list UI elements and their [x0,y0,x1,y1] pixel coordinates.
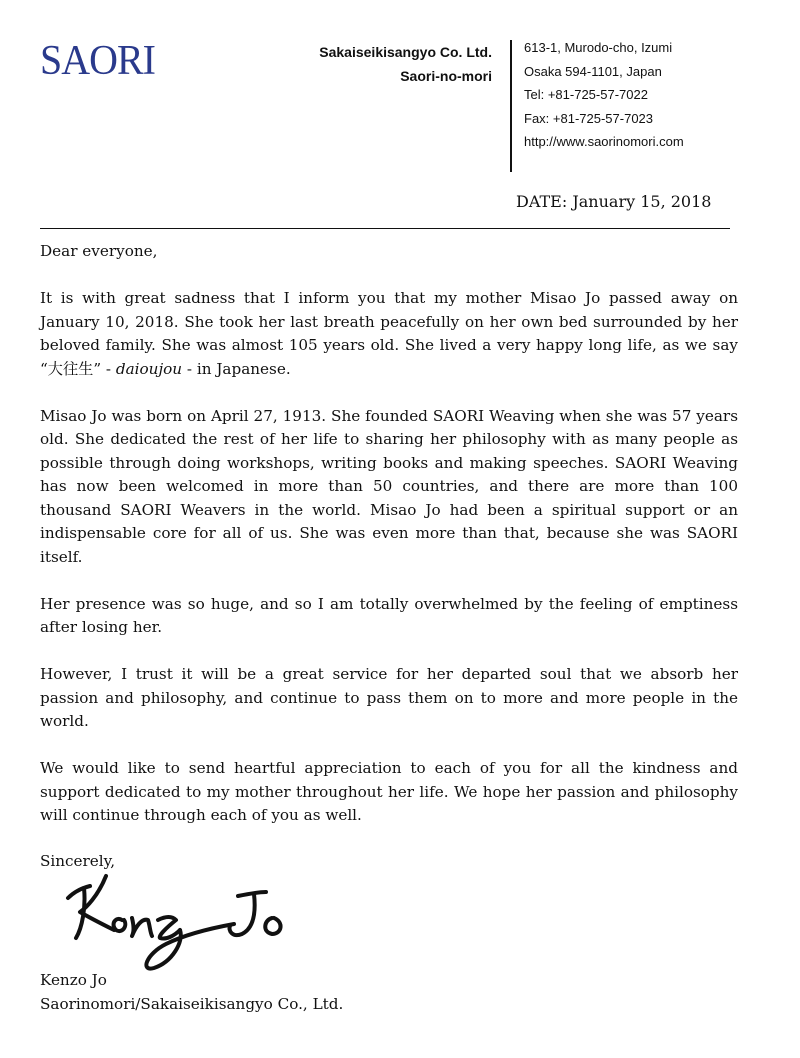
company-name: Sakaiseikisangyo Co. Ltd. [319,44,492,60]
paragraph-1 [40,287,738,381]
signer-organization: Saorinomori/Sakaiseikisangyo Co., Ltd. [40,995,344,1013]
letter-body [40,240,738,851]
paragraph-1-end: - in Japanese. [182,359,291,378]
closing: Sincerely, [40,852,116,870]
address-line: Osaka 594-1101, Japan [524,63,662,79]
signature-icon [62,868,302,978]
header-rule [40,228,730,229]
paragraph-1-text: It is with great sadness that I inform you that my mother Misao Jo passed away on January 10, 2018. She took her last breath peacefully on her own bed surrounded by her beloved family. She was almost 105 years old. She lived a very happy long life, as we say “大往生” - [40,289,738,378]
paragraph-1-italic: daioujou [115,359,183,378]
greeting: Dear everyone, [40,242,158,260]
letter-date: DATE: January 15, 2018 [516,192,712,211]
company-subname: Saori-no-mori [400,68,492,84]
address-line: 613-1, Murodo-cho, Izumi [524,40,673,55]
company-block [319,40,492,88]
saori-logo: SAORI [40,38,155,84]
address-block [524,36,684,154]
paragraph-5: We would like to send heartful appreciation to each of you for all the kindness and support dedicated to my mother throughout her life. We hope her passion and philosophy will continue through each of you as well. [40,759,738,824]
paragraph-3: Her presence was so huge, and so I am totally overwhelmed by the feeling of emptiness after losing her. [40,594,738,636]
handwritten-signature [62,868,302,982]
header-divider [510,40,512,172]
paragraph-4: However, I trust it will be a great service for her departed soul that we absorb her passion and philosophy, and continue to pass them on to more and more people in the world. [40,665,738,730]
website-link[interactable]: http://www.saorinomori.com [524,134,684,149]
phone-line: Tel: +81-725-57-7022 [524,87,648,102]
fax-line: Fax: +81-725-57-7023 [524,110,654,126]
signer-block [40,968,343,1016]
paragraph-2: Misao Jo was born on April 27, 1913. She founded SAORI Weaving when she was 57 years old. She dedicated the rest of her life to sharing her philosophy with as many people as possible through doing workshops, writing books and making speeches. SAORI Weaving has now been welcomed in more than 50 countries, and there are more than 100 thousand SAORI Weavers in the world. Misao Jo had been a spiritual support or an indispensable core for all of us. She was even more than that, because she was SAORI itself. [40,406,738,566]
signer-name: Kenzo Jo [40,971,107,989]
